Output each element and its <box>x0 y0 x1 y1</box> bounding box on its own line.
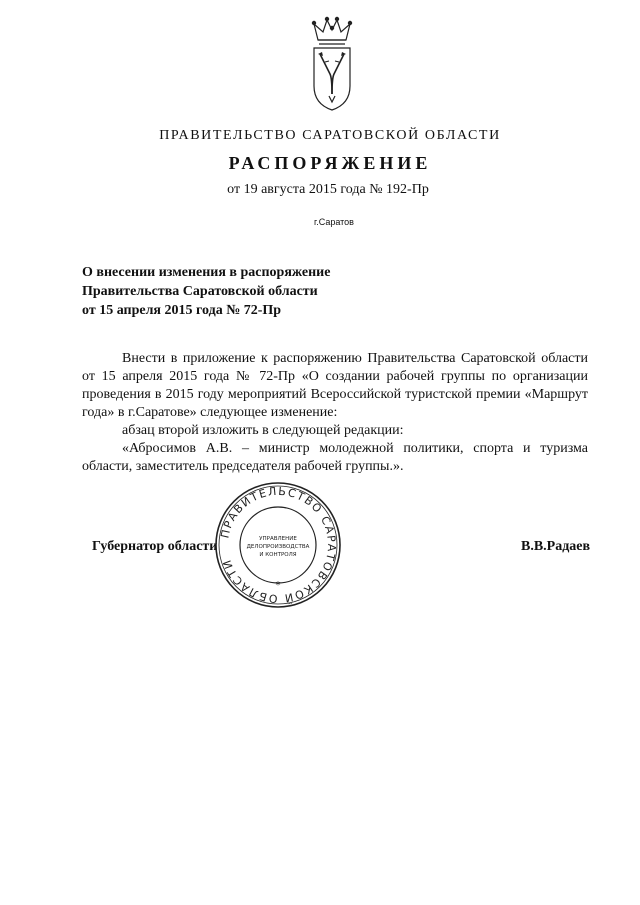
body-paragraph: Внести в приложение к распоряжению Правительства Саратовской области от 15 апреля 2015 года № 72-Пр «О создании рабочей группы по организации проведения в 2015 году мероприятий Всероссийской туристской премии «Маршрут года» в г.Саратове» следующее изменение: <box>82 351 588 420</box>
subject-line: от 15 апреля 2015 года № 72-Пр <box>82 303 282 318</box>
body-paragraph: абзац второй изложить в следующей редакции: <box>122 423 404 438</box>
saratov-coat-of-arms-icon <box>296 14 368 114</box>
signatory-title: Губернатор области <box>92 539 218 554</box>
subject-line: Правительства Саратовской области <box>82 284 318 299</box>
svg-text:*: * <box>275 580 281 591</box>
signatory-name: В.В.Радаев <box>521 539 591 554</box>
document-body <box>82 350 588 476</box>
document-subject <box>82 263 502 320</box>
stamp-inner-line: УПРАВЛЕНИЕ <box>259 536 297 542</box>
subject-line: О внесении изменения в распоряжение <box>82 265 331 280</box>
government-name: ПРАВИТЕЛЬСТВО САРАТОВСКОЙ ОБЛАСТИ <box>159 128 501 143</box>
city-label: г.Саратов <box>314 217 354 227</box>
stamp-inner-line: ДЕЛОПРОИЗВОДСТВА <box>246 544 310 550</box>
stamp-outer-text: ПРАВИТЕЛЬСТВО САРАТОВСКОЙ ОБЛАСТИ <box>218 484 339 606</box>
document-date-number: от 19 августа 2015 года № 192-Пр <box>227 182 429 197</box>
document-type: РАСПОРЯЖЕНИЕ <box>228 153 432 173</box>
stamp-inner-line: И КОНТРОЛЯ <box>259 552 297 558</box>
official-seal-icon <box>213 480 343 610</box>
body-paragraph: «Абросимов А.В. – министр молодежной политики, спорта и туризма области, заместитель председателя рабочей группы.». <box>82 441 588 474</box>
